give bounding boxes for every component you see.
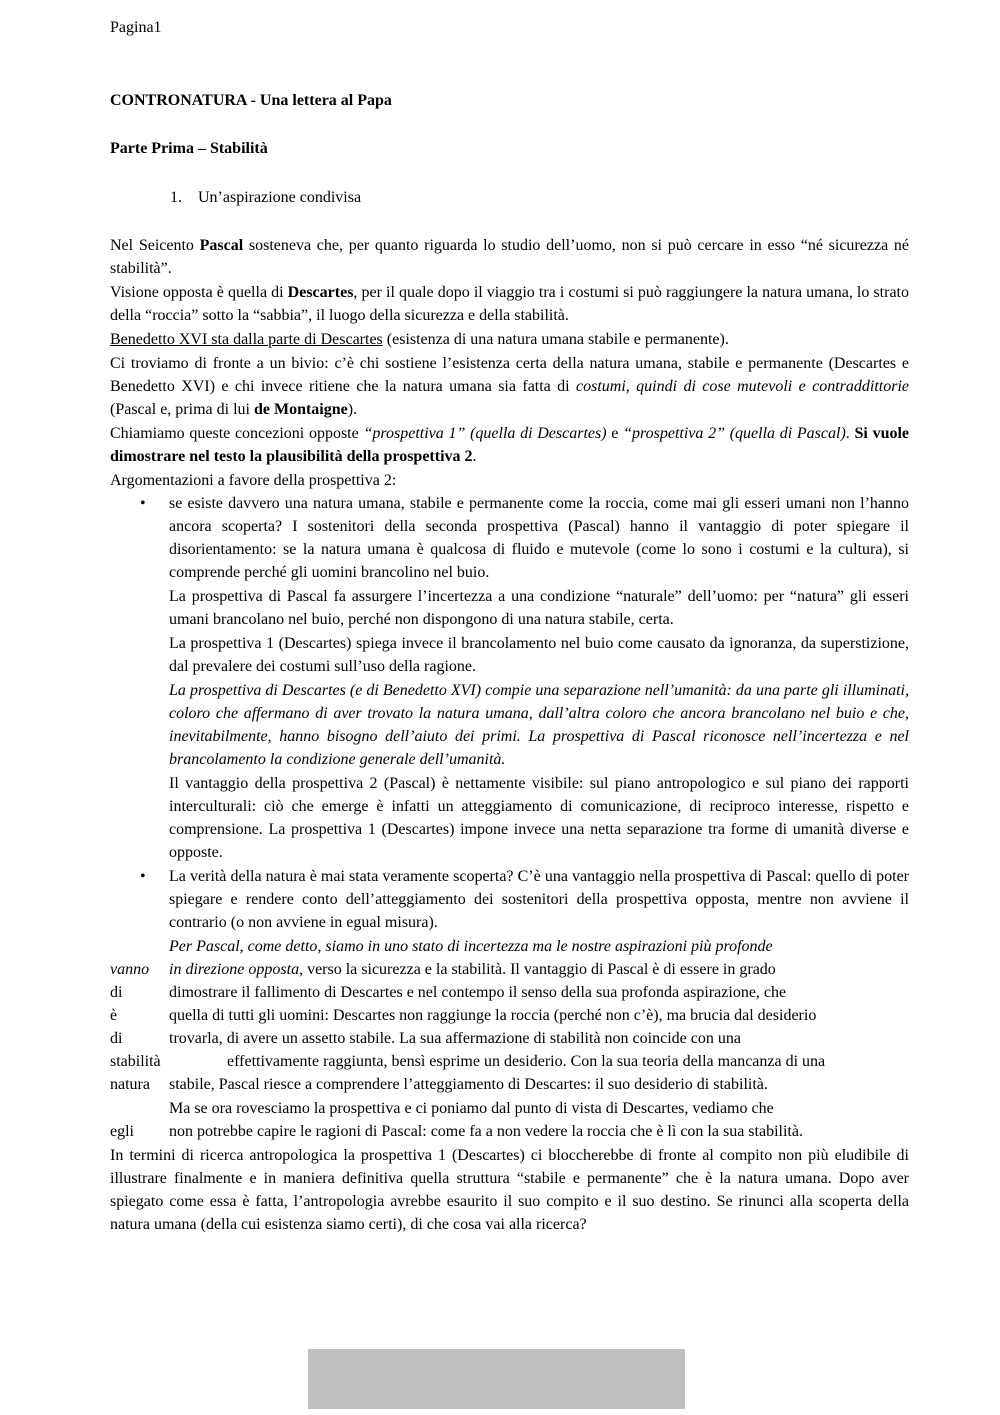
text-line: egli non potrebbe capire le ragioni di Pascal: come fa a non vedere la roccia che è lì con la sua stabilità. bbox=[110, 1123, 803, 1140]
list-item-paragraph: Il vantaggio della prospettiva 2 (Pascal) è nettamente visibile: sul piano antropologico e sul piano dei rapporti interculturali: ciò che emerge è infatti un atteggiamento di comunicazione, di reciproco interesse, rispetto e comprensione. La prospettiva 1 (Descartes) impone invece una netta separazione tra forme di umanità diverse e opposte. bbox=[169, 775, 909, 861]
misaligned-paragraph bbox=[110, 935, 909, 1143]
text-line: vanno in direzione opposta, verso la sicurezza e la stabilità. Il vantaggio di Pascal è di essere in grado bbox=[110, 961, 776, 978]
list-item-text: La verità della natura è mai stata veramente scoperta? C’è una vantaggio nella prospettiva di Pascal: quello di poter spiegare e rendere conto dell’atteggiamento dei sostenitori della prospettiva opposta, mentre non avviene il contrario (o non avviene in egual misura). bbox=[169, 868, 909, 931]
list-item bbox=[110, 865, 909, 934]
paragraph-descartes: Visione opposta è quella di Descartes, per il quale dopo il viaggio tra i costumi si può raggiungere la natura umana, lo strato della “roccia” sotto la “sabbia”, il luogo della sicurezza e della stabilità. bbox=[110, 284, 909, 324]
paragraph-pascal: Nel Seicento Pascal sosteneva che, per quanto riguarda lo studio dell’uomo, non si può cercare in esso “né sicurezza né stabilità”. bbox=[110, 237, 909, 277]
paragraph-conclusion: In termini di ricerca antropologica la prospettiva 1 (Descartes) ci bloccherebbe di fronte al compito non più eludibile di illustrare finalmente e in maniera definitiva quella struttura “stabile e permanente” che è la natura umana. Dopo aver spiegato come essa è fatta, l’antropologia avrebbe esaurito il suo compito e il suo destino. Se rinunci alla scoperta della natura umana (della cui esistenza siamo certi), di che cosa vai alla ricerca? bbox=[110, 1147, 909, 1233]
text-line: di dimostrare il fallimento di Descartes e nel contempo il senso della sua profonda aspirazione, che bbox=[110, 984, 787, 1001]
footer-bar bbox=[308, 1349, 685, 1409]
list-item-paragraph: La prospettiva 1 (Descartes) spiega invece il brancolamento nel buio come causato da ignoranza, da superstizione, dal prevalere dei costumi sull’uso della ragione. bbox=[169, 635, 909, 675]
page-header: Pagina1 bbox=[110, 19, 162, 36]
list-item-paragraph: La prospettiva di Pascal fa assurgere l’incertezza a una condizione “naturale” dell’uomo: per “natura” gli esseri umani brancolano nel buio, perché non dispongono di una natura stabile, certa. bbox=[169, 588, 909, 628]
paragraph-prospettive: Chiamiamo queste concezioni opposte “prospettiva 1” (quella di Descartes) e “prospettiva 2” (quella di Pascal). Si vuole dimostrare nel testo la plausibilità della prospettiva 2. bbox=[110, 425, 910, 465]
section-title: Un’aspirazione condivisa bbox=[198, 189, 362, 206]
text-line: Ma se ora rovesciamo la prospettiva e ci poniamo dal punto di vista di Descartes, vediamo che bbox=[169, 1100, 774, 1117]
list-item-paragraph-italic: La prospettiva di Descartes (e di Benedetto XVI) compie una separazione nell’umanità: da una parte gli illuminati, coloro che affermano di aver trovato la natura umana, dall’altra coloro che ancora brancolano nel buio e che, inevitabilmente, hanno bisogno dell’aiuto dei primi. La prospettiva di Pascal riconosce nell’incertezza e nel brancolamento la condizione generale dell’umanità. bbox=[169, 682, 909, 768]
bullet-icon: • bbox=[140, 495, 146, 512]
text-line: stabilità effettivamente raggiunta, bensì esprime un desiderio. Con la sua teoria della mancanza di una bbox=[110, 1053, 826, 1070]
document-title: CONTRONATURA - Una lettera al Papa bbox=[110, 92, 392, 109]
section-number: 1. bbox=[170, 189, 182, 206]
list-item bbox=[110, 492, 909, 584]
paragraph-bivio: Ci troviamo di fronte a un bivio: c’è chi sostiene l’esistenza certa della natura umana, stabile e permanente (Descartes e Benedetto XVI) e chi invece ritiene che la natura umana sia fatta di costumi, quindi di cose mutevoli e contraddittorie (Pascal e, prima di lui de Montaigne). bbox=[110, 355, 909, 418]
paragraph-benedetto: Benedetto XVI sta dalla parte di Descartes (esistenza di una natura umana stabile e permanente). bbox=[110, 331, 729, 348]
list-item-text: se esiste davvero una natura umana, stabile e permanente come la roccia, come mai gli esseri umani non l’hanno ancora scoperta? I sostenitori della seconda prospettiva (Pascal) hanno il vantaggio di poter spiegare il disorientamento: se la natura umana è qualcosa di fluido e mutevole (come lo sono i costumi e la cultura), si comprende perché gli uomini brancolino nel buio. bbox=[169, 495, 909, 581]
text-line: natura stabile, Pascal riesce a comprendere l’atteggiamento di Descartes: il suo desiderio di stabilità. bbox=[110, 1076, 768, 1093]
paragraph-argomentazioni: Argomentazioni a favore della prospettiva 2: bbox=[110, 472, 397, 489]
part-title: Parte Prima – Stabilità bbox=[110, 140, 268, 157]
argument-list bbox=[110, 492, 909, 1143]
text-line: Per Pascal, come detto, siamo in uno stato di incertezza ma le nostre aspirazioni più profonde bbox=[169, 938, 773, 955]
text-line: di trovarla, di avere un assetto stabile. La sua affermazione di stabilità non coincide con una bbox=[110, 1030, 741, 1047]
text-line: è quella di tutti gli uomini: Descartes non raggiunge la roccia (perché non c’è), ma brucia dal desiderio bbox=[110, 1007, 817, 1024]
document-body bbox=[110, 89, 909, 1236]
bullet-icon: • bbox=[140, 868, 146, 885]
section-heading bbox=[170, 186, 909, 209]
